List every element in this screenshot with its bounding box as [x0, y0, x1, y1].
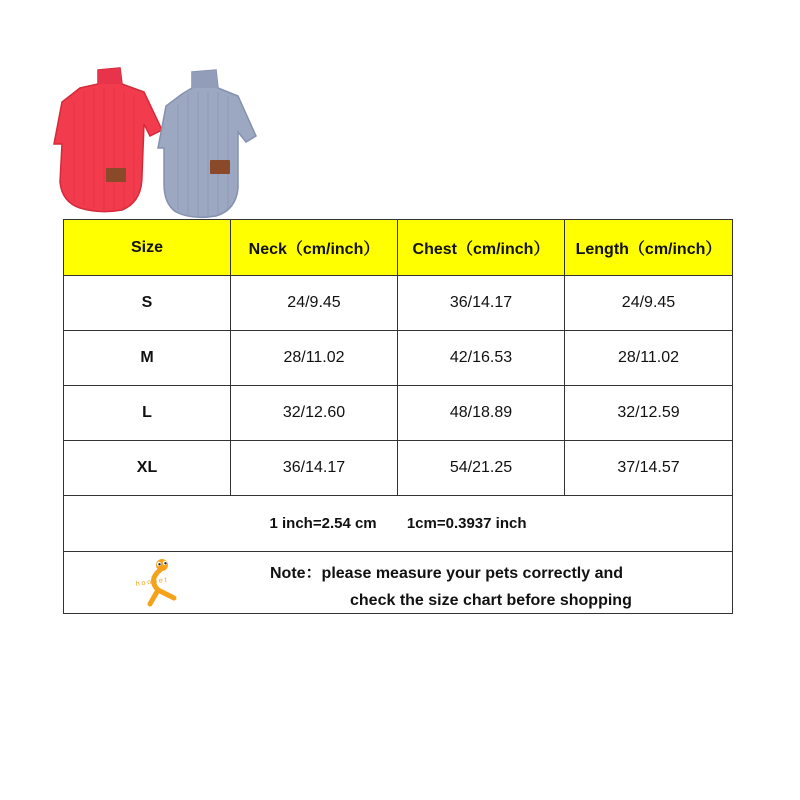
gray-sweater-image	[158, 70, 256, 217]
conversion-row	[64, 496, 733, 552]
gray-sweater-leather-tag	[210, 160, 230, 174]
size-cell: S	[64, 276, 231, 331]
note-line-1: Note：please measure your pets correctly and	[270, 565, 624, 582]
conversion-cell	[64, 496, 733, 552]
header-size: Size	[64, 220, 231, 276]
length-cell: 28/11.02	[565, 331, 733, 386]
chest-cell: 42/16.53	[398, 331, 565, 386]
product-images	[40, 52, 300, 222]
hoopet-logo	[134, 556, 190, 612]
chest-cell: 54/21.25	[398, 441, 565, 496]
red-sweater-leather-tag	[106, 168, 126, 182]
neck-cell: 28/11.02	[231, 331, 398, 386]
product-illustration	[40, 52, 300, 222]
size-chart-table	[63, 219, 733, 614]
length-cell: 24/9.45	[565, 276, 733, 331]
inch-to-cm-text: 1 inch=2.54 cm	[269, 515, 377, 532]
table-row	[64, 331, 733, 386]
size-cell: L	[64, 386, 231, 441]
note-cell	[64, 552, 733, 614]
chest-cell: 48/18.89	[398, 386, 565, 441]
table-row	[64, 441, 733, 496]
chest-cell: 36/14.17	[398, 276, 565, 331]
length-cell: 37/14.57	[565, 441, 733, 496]
neck-cell: 36/14.17	[231, 441, 398, 496]
note-text	[270, 560, 690, 614]
neck-cell: 24/9.45	[231, 276, 398, 331]
size-cell: M	[64, 331, 231, 386]
header-length: Length（cm/inch）	[565, 220, 733, 276]
note-row	[64, 552, 733, 614]
size-cell: XL	[64, 441, 231, 496]
red-sweater-image	[54, 68, 162, 212]
header-neck: Neck（cm/inch）	[231, 220, 398, 276]
header-chest: Chest（cm/inch）	[398, 220, 565, 276]
length-cell: 32/12.59	[565, 386, 733, 441]
svg-text:h o o p e t: h o o p e t	[135, 576, 168, 588]
note-line-2: check the size chart before shopping	[350, 592, 632, 609]
size-chart-header-row	[64, 220, 733, 276]
cm-to-inch-text: 1cm=0.3937 inch	[406, 515, 527, 532]
table-row	[64, 276, 733, 331]
neck-cell: 32/12.60	[231, 386, 398, 441]
table-row	[64, 386, 733, 441]
